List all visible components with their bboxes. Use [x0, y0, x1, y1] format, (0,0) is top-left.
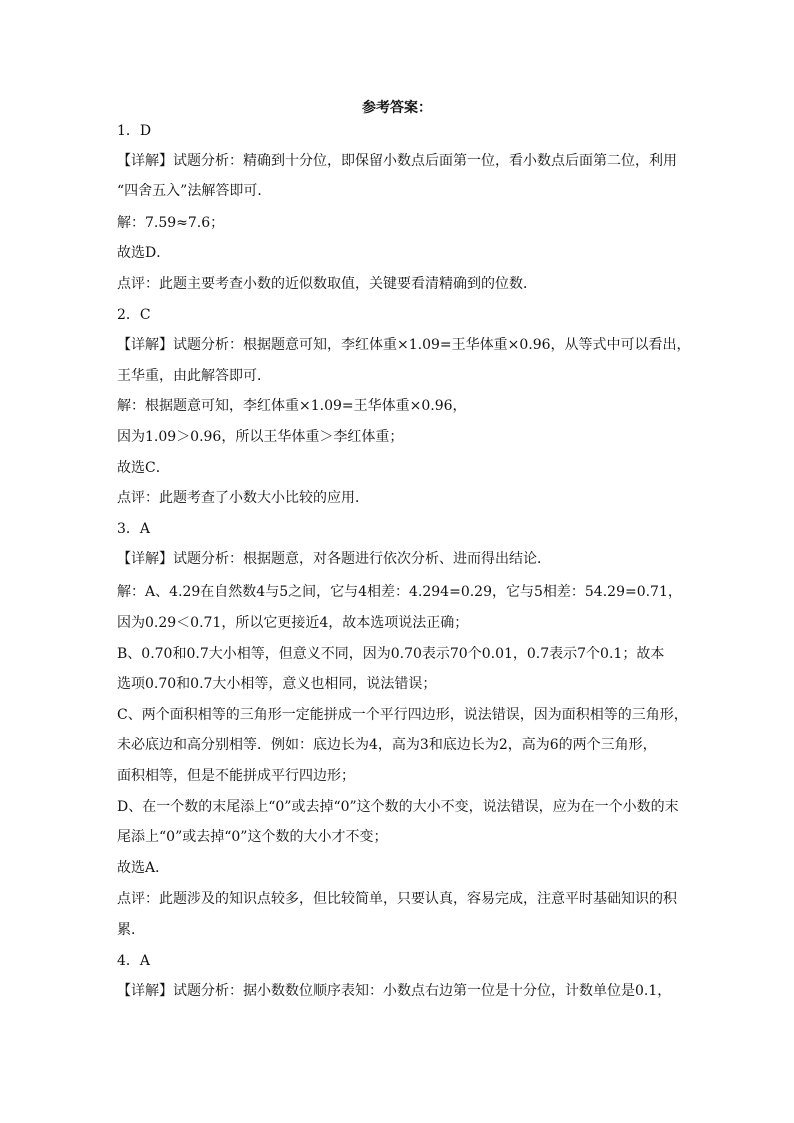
- text-line: 【详解】试题分析：精确到十分位，即保留小数点后面第一位，看小数点后面第二位，利用: [117, 153, 677, 169]
- text-line: 因为1.09＞0.96，所以王华体重＞李红体重；: [117, 429, 404, 445]
- text-line: 【详解】试题分析：根据题意，对各题进行依次分析、进而得出结论．: [117, 551, 551, 567]
- text-line: 2．C: [117, 307, 151, 323]
- text-line: 解：A、4.29在自然数4与5之间，它与4相差：4.294=0.29，它与5相差：54.29=0.71，: [117, 584, 682, 600]
- text-line: 【详解】试题分析：根据题意可知，李红体重×1.09=王华体重×0.96，从等式中可以看出，: [117, 337, 691, 353]
- text-line: B、0.70和0.7大小相等，但意义不同，因为0.70表示70个0.01，0.7表示7个0.1；故本: [117, 646, 665, 662]
- text-line: 点评：此题主要考查小数的近似数取值，关键要看清精确到的位数．: [117, 276, 537, 292]
- text-line: 故选C．: [117, 460, 170, 476]
- text-line: 4．A: [117, 953, 151, 969]
- text-line: 故选D．: [117, 245, 171, 261]
- text-line: 1．D: [117, 123, 152, 139]
- text-line: 3．A: [117, 521, 151, 537]
- text-line: 【详解】试题分析：据小数数位顺序表知：小数点右边第一位是十分位，计数单位是0.1，: [117, 983, 672, 999]
- text-line: D、在一个数的末尾添上“0”或去掉“0”这个数的大小不变，说法错误，应为在一个小数的末: [117, 799, 679, 815]
- text-line: 点评：此题考查了小数大小比较的应用．: [117, 490, 369, 506]
- text-line: “四舍五入”法解答即可．: [117, 183, 272, 199]
- text-line: 累．: [117, 922, 145, 938]
- text-line: 解：根据题意可知，李红体重×1.09=王华体重×0.96，: [117, 398, 467, 414]
- text-line: 王华重，由此解答即可．: [117, 368, 271, 384]
- text-line: 故选A．: [117, 860, 170, 876]
- text-line: 选项0.70和0.7大小相等，意义也相同，说法错误；: [117, 676, 437, 692]
- text-line: 尾添上“0”或去掉“0”这个数的大小才不变；: [117, 829, 388, 845]
- text-line: C、两个面积相等的三角形一定能拼成一个平行四边形，说法错误，因为面积相等的三角形，: [117, 707, 688, 723]
- text-line: 未必底边和高分别相等．例如：底边长为4，高为3和底边长为2，高为6的两个三角形，: [117, 737, 657, 753]
- text-line: 面积相等，但是不能拼成平行四边形；: [117, 768, 355, 784]
- text-line: 点评：此题涉及的知识点较多，但比较简单，只要认真，容易完成，注意平时基础知识的积: [117, 891, 677, 907]
- page-title: 参考答案：: [362, 100, 432, 116]
- text-line: 因为0.29＜0.71，所以它更接近4，故本选项说法正确；: [117, 615, 469, 631]
- text-line: 解：7.59≈7.6；: [117, 215, 225, 231]
